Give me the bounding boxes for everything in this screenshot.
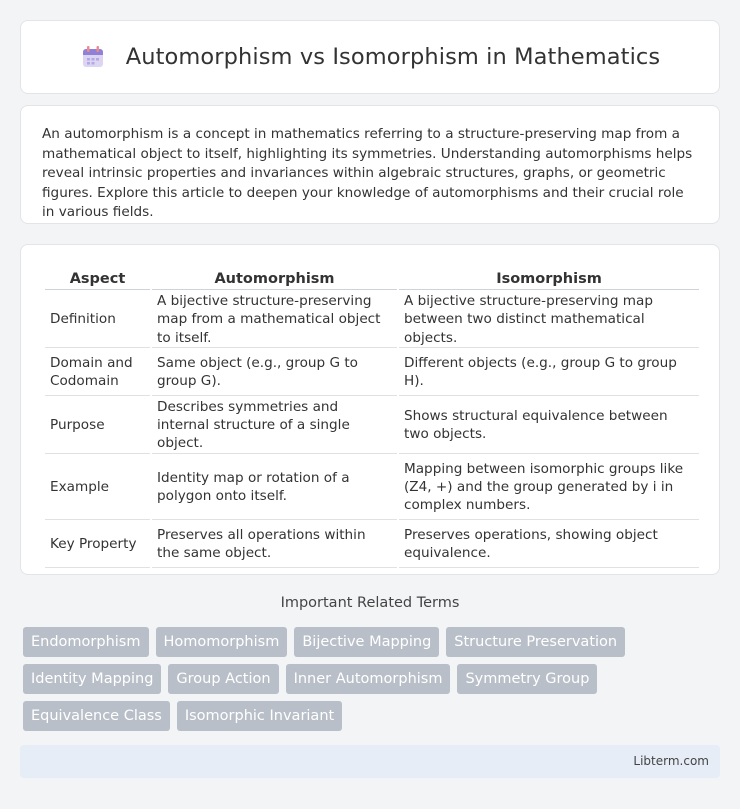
row-aspect: Purpose — [45, 398, 150, 454]
page-title: Automorphism vs Isomorphism in Mathematics — [125, 44, 661, 70]
table-row — [45, 398, 699, 454]
tag-structure-preservation[interactable]: Structure Preservation — [446, 627, 625, 657]
related-terms-tags — [23, 627, 723, 738]
row-aspect: Definition — [45, 292, 150, 348]
header-automorphism: Automorphism — [152, 267, 397, 290]
tag-homomorphism[interactable]: Homomorphism — [156, 627, 288, 657]
footer — [20, 745, 720, 778]
tag-row — [23, 664, 723, 694]
row-aspect: Example — [45, 456, 150, 520]
tag-group-action[interactable]: Group Action — [168, 664, 278, 694]
row-aspect: Domain and Codomain — [45, 350, 150, 396]
tag-identity-mapping[interactable]: Identity Mapping — [23, 664, 161, 694]
row-automorphism: A bijective structure-preserving map from a mathematical object to itself. — [152, 292, 397, 348]
tag-endomorphism[interactable]: Endomorphism — [23, 627, 149, 657]
header-isomorphism: Isomorphism — [399, 267, 699, 290]
footer-site-link[interactable]: Libterm.com — [633, 754, 709, 768]
table-row — [45, 522, 699, 568]
tag-bijective-mapping[interactable]: Bijective Mapping — [294, 627, 439, 657]
table-header-row — [45, 267, 699, 290]
row-isomorphism: Mapping between isomorphic groups like (Z4, +) and the group generated by i in complex numbers. — [399, 456, 699, 520]
tag-inner-automorphism[interactable]: Inner Automorphism — [286, 664, 451, 694]
row-aspect: Key Property — [45, 522, 150, 568]
related-terms-title: Important Related Terms — [280, 595, 460, 611]
header-aspect: Aspect — [45, 267, 150, 290]
row-automorphism: Preserves all operations within the same object. — [152, 522, 397, 568]
comparison-card — [20, 244, 720, 575]
row-isomorphism: Shows structural equivalence between two objects. — [399, 398, 699, 454]
table-row — [45, 350, 699, 396]
title-card — [20, 20, 720, 94]
tag-symmetry-group[interactable]: Symmetry Group — [457, 664, 597, 694]
tag-equivalence-class[interactable]: Equivalence Class — [23, 701, 170, 731]
tag-row — [23, 627, 723, 657]
intro-card — [20, 105, 720, 224]
tag-row — [23, 701, 723, 731]
row-isomorphism: Different objects (e.g., group G to group H). — [399, 350, 699, 396]
tag-isomorphic-invariant[interactable]: Isomorphic Invariant — [177, 701, 342, 731]
calendar-icon — [80, 44, 106, 70]
row-isomorphism: Preserves operations, showing object equivalence. — [399, 522, 699, 568]
row-automorphism: Same object (e.g., group G to group G). — [152, 350, 397, 396]
intro-paragraph: An automorphism is a concept in mathematics referring to a structure-preserving map from a mathematical object to itself, highlighting its symmetries. Understanding automorphisms helps reveal intrinsic properties and invariances within algebraic structures, graphs, or geometric figures. Explore this article to deepen your knowledge of automorphisms and their crucial role in various fields. — [42, 126, 693, 220]
table-row — [45, 292, 699, 348]
comparison-table — [43, 265, 701, 570]
row-automorphism: Identity map or rotation of a polygon onto itself. — [152, 456, 397, 520]
row-automorphism: Describes symmetries and internal structure of a single object. — [152, 398, 397, 454]
table-row — [45, 456, 699, 520]
row-isomorphism: A bijective structure-preserving map between two distinct mathematical objects. — [399, 292, 699, 348]
